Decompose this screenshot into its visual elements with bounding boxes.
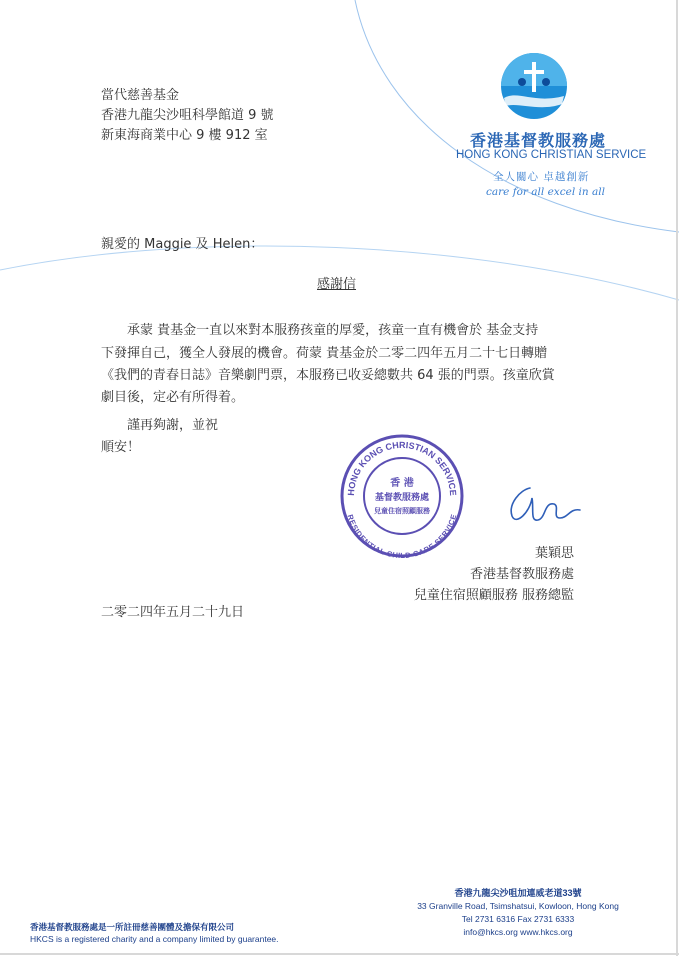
- stamp-outer-bottom-text: RESIDENTIAL CHILD CARE SERVICE: [345, 513, 459, 560]
- handwritten-signature: [500, 478, 588, 528]
- signatory-title: 兒童住宿照顧服務 服務總監: [413, 588, 574, 603]
- recipient-line-3: 新東海商業中心 9 樓 912 室: [101, 128, 268, 143]
- signatory-name: 葉穎思: [534, 546, 574, 561]
- footer-phone-fax: Tel 2731 6316 Fax 2731 6333: [461, 914, 575, 924]
- stamp-inner-line-3: 兒童住宿照顧服務: [374, 507, 430, 515]
- footer-charity-chinese: 香港基督教服務處是一所註冊慈善團體及擔保有限公司: [30, 922, 235, 932]
- footer-contact: [408, 887, 628, 939]
- signatory-org: 香港基督教服務處: [469, 567, 574, 582]
- org-slogan-english: care for all excel in all: [486, 186, 605, 198]
- footer-charity-english: HKCS is a registered charity and a company limited by guarantee.: [30, 934, 279, 944]
- official-stamp: [338, 432, 466, 560]
- stamp-outer-top-text: HONG KONG CHRISTIAN SERVICE: [345, 439, 459, 496]
- footer-address-english: 33 Granville Road, Tsimshatsui, Kowloon, Hong Kong: [417, 901, 619, 911]
- recipient-address: [101, 86, 274, 146]
- footer-charity-note: [30, 921, 279, 945]
- svg-text:RESIDENTIAL CHILD CARE SERVICE: [346, 513, 459, 560]
- recipient-line-1: 當代慈善基金: [101, 88, 180, 103]
- page-edge-right: [676, 0, 678, 956]
- footer-address-chinese: 香港九龍尖沙咀加連威老道33號: [454, 888, 582, 898]
- footer-email-web: info@hkcs.org www.hkcs.org: [463, 927, 573, 937]
- letter-date: 二零二四年五月二十九日: [101, 605, 245, 620]
- hkcs-logo-icon: [500, 52, 568, 120]
- body-line-4: 劇目後，定必有所得着。: [101, 390, 245, 405]
- recipient-line-2: 香港九龍尖沙咀科學館道 9 號: [101, 108, 274, 123]
- org-name-english: HONG KONG CHRISTIAN SERVICE: [456, 149, 647, 161]
- closing-line-2: 順安！: [101, 440, 141, 455]
- org-name-chinese: 香港基督教服務處: [470, 131, 607, 150]
- closing-line-1: 謹再夠謝，並祝: [127, 418, 219, 433]
- stamp-inner-line-1: 香 港: [390, 478, 414, 489]
- body-line-1: 承蒙 貴基金一直以來對本服務孩童的厚愛，孩童一直有機會於 基金支持: [127, 323, 539, 338]
- letter-title: 感謝信: [317, 277, 357, 292]
- stamp-inner-line-2: 基督教服務處: [374, 493, 430, 503]
- page-edge-bottom: [0, 953, 679, 955]
- org-slogan-chinese: 全人關心 卓越創新: [493, 171, 590, 183]
- body-line-3: 《我們的青春日誌》音樂劇門票，本服務已收妥總數共 64 張的門票。孩童欣賞: [101, 368, 555, 383]
- body-line-2: 下發揮自己，獲全人發展的機會。荷蒙 貴基金於二零二四年五月二十七日轉贈: [101, 346, 548, 361]
- letter-greeting: 親愛的 Maggie 及 Helen：: [101, 237, 264, 252]
